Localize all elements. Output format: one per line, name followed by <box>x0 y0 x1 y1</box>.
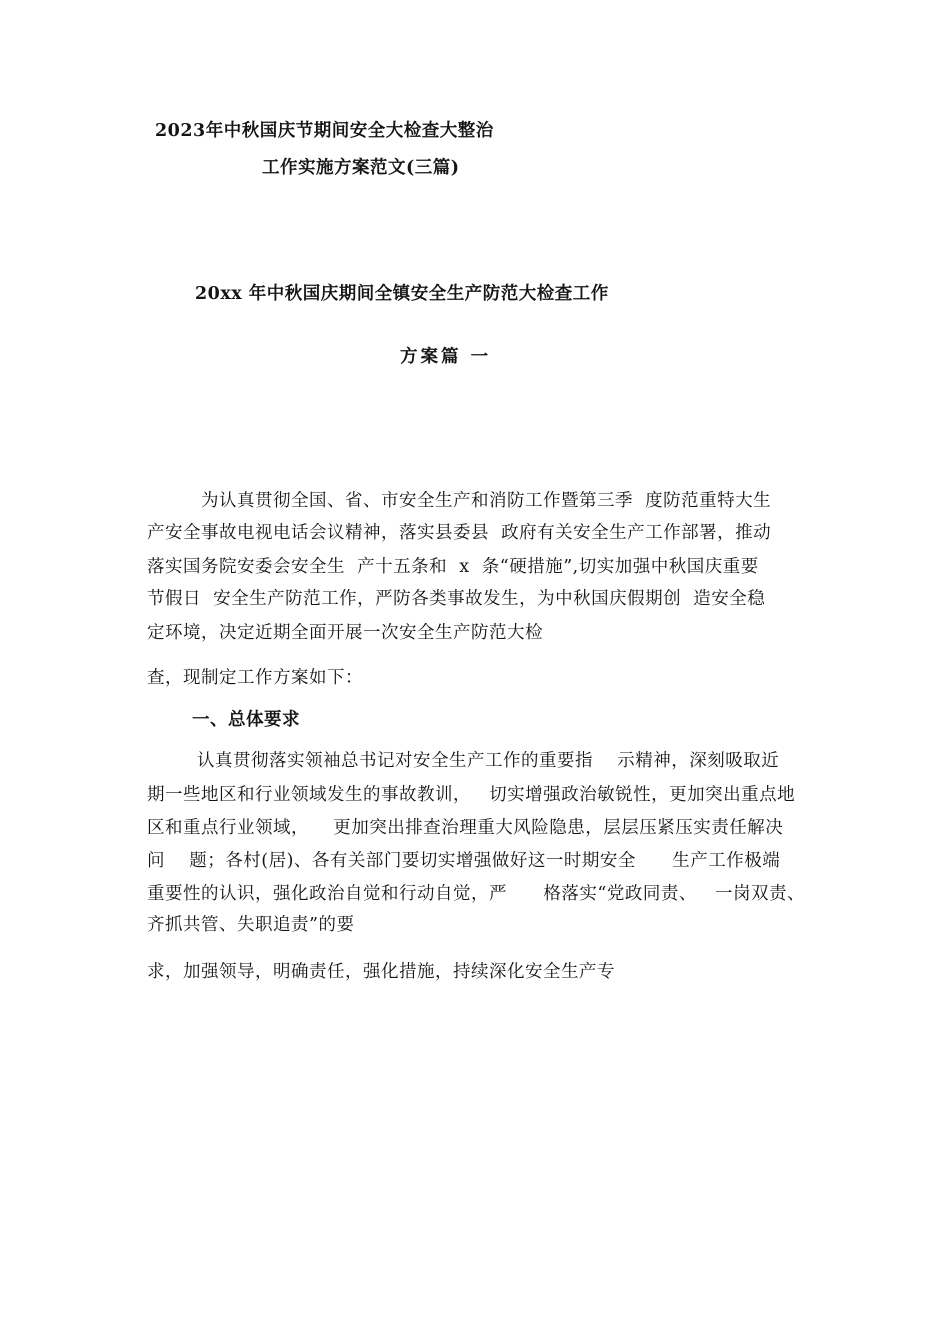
paragraph2-line: 重要性的认识，强化政治自觉和行动自觉，严 格落实“党政同责、 一岗双责、 <box>147 884 806 904</box>
section-title-line1: 20xx 年中秋国庆期间全镇安全生产防范大检查工作 <box>195 284 609 304</box>
paragraph2-line: 期一些地区和行业领域发生的事故教训， 切实增强政治敏锐性，更加突出重点地 <box>147 785 796 805</box>
section-title-line2: 方案篇 一 <box>400 347 492 367</box>
document-title-line1: 2023年中秋国庆节期间安全大检查大整治 <box>155 121 494 141</box>
paragraph1-line: 产安全事故电视电话会议精神，落实县委县 政府有关安全生产工作部署，推动 <box>147 523 772 543</box>
paragraph2-line: 区和重点行业领域， 更加突出排查治理重大风险隐患，层层压紧压实责任解决 <box>147 818 784 838</box>
paragraph2-line: 求，加强领导，明确责任，强化措施，持续深化安全生产专 <box>147 962 615 982</box>
paragraph1-line: 落实国务院安委会安全生 产十五条和 x 条“硬措施”,切实加强中秋国庆重要 <box>147 557 759 577</box>
paragraph1-line: 节假日 安全生产防范工作，严防各类事故发生，为中秋国庆假期创 造安全稳 <box>147 589 766 609</box>
paragraph1-line: 为认真贯彻全国、省、市安全生产和消防工作暨第三季 度防范重特大生 <box>201 491 772 511</box>
paragraph2-line: 齐抓共管、失职追责”的要 <box>147 915 355 935</box>
paragraph1-line: 定环境，决定近期全面开展一次安全生产防范大检 <box>147 623 543 643</box>
paragraph2-line: 认真贯彻落实领袖总书记对安全生产工作的重要指 示精神，深刻吸取近 <box>197 751 780 771</box>
paragraph1-line: 查，现制定工作方案如下： <box>147 668 363 688</box>
document-title-line2: 工作实施方案范文(三篇) <box>262 158 460 178</box>
paragraph2-line: 问 题；各村(居)、各有关部门要切实增强做好这一时期安全 生产工作极端 <box>147 851 781 871</box>
section-heading-general-requirements: 一、总体要求 <box>192 710 300 730</box>
